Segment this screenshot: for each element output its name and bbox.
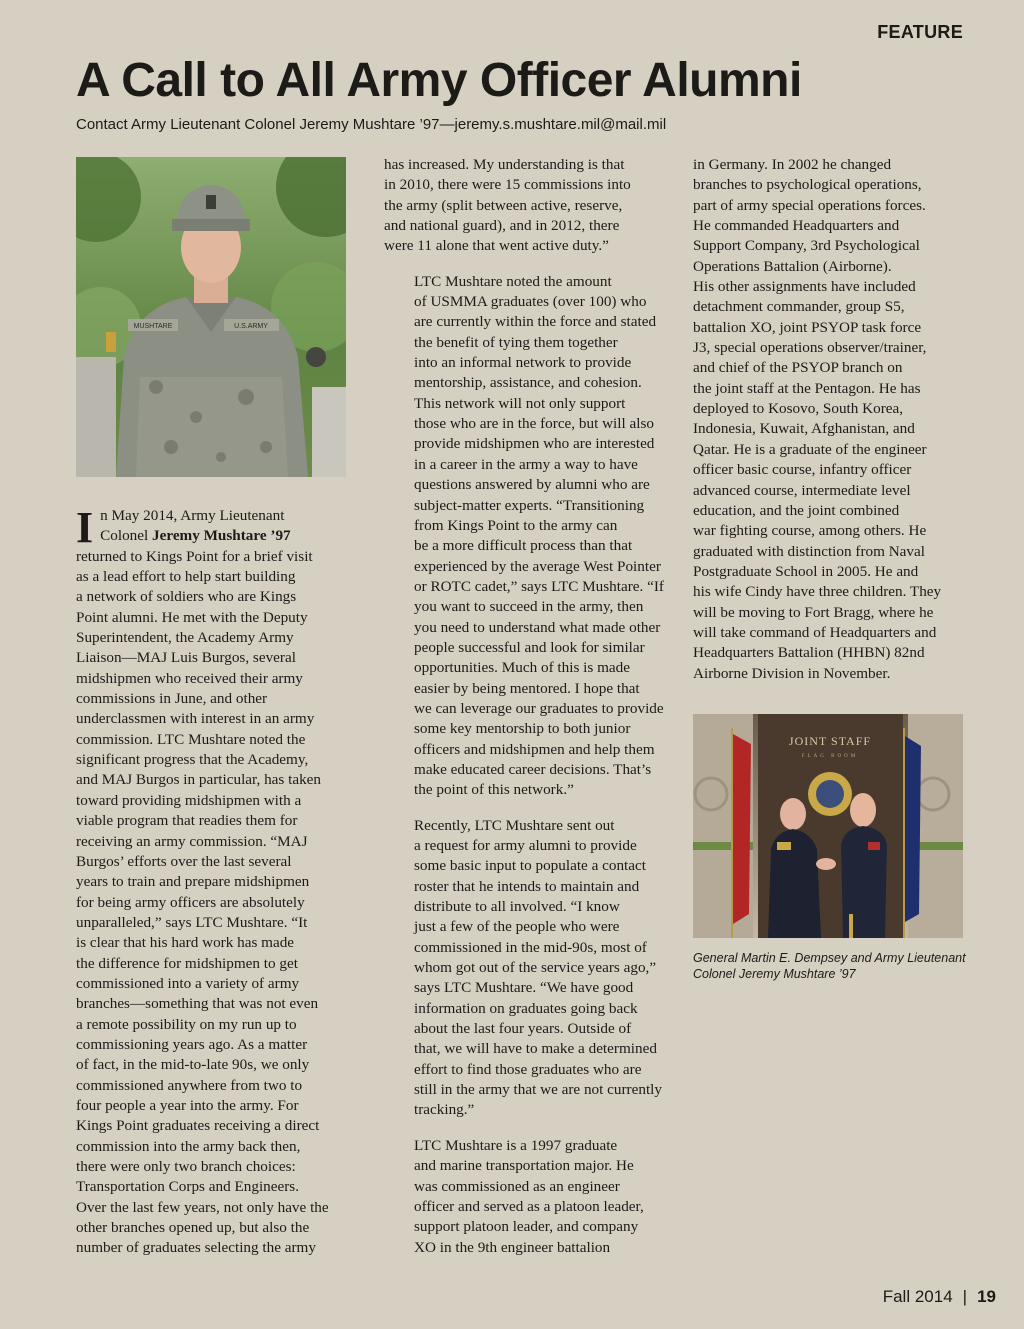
text-line: education, and the joint combined [693, 501, 900, 519]
text-line: the difference for midshipmen to get [76, 954, 298, 972]
text-line: still in the army that we are not currently [414, 1081, 662, 1099]
intro-line: Colonel Jeremy Mushtare ’97 [100, 527, 291, 545]
text-line: were 11 alone that went active duty.” [384, 237, 609, 255]
text-line: officer and served as a platoon leader, [414, 1197, 644, 1215]
text-line: other branches opened up, but also the [76, 1219, 310, 1237]
text-line: provide midshipmen who are interested [414, 435, 655, 453]
text-line: receiving an army commission. “MAJ [76, 832, 308, 850]
text-line: Over the last few years, not only have the [76, 1198, 329, 1216]
text-line: Transportation Corps and Engineers. [76, 1178, 300, 1196]
paragraph [384, 155, 669, 257]
text-line: in 2010, there were 15 commissions into [384, 176, 631, 194]
army-tape: U.S.ARMY [234, 323, 268, 330]
text-line: toward providing midshipmen with a [76, 791, 302, 809]
page-number: 19 [977, 1287, 996, 1306]
text-line: will take command of Headquarters and [693, 623, 937, 641]
text-line: Indonesia, Kuwait, Afghanistan, and [693, 420, 915, 438]
page-footer [883, 1287, 996, 1307]
text-line: and MAJ Burgos in particular, has taken [76, 771, 322, 789]
text-line: branches to psychological operations, [693, 176, 922, 194]
text-line: effort to find those graduates who are [414, 1060, 642, 1078]
text-line: whom got out of the service years ago,” [414, 959, 657, 977]
text-line: there were only two branch choices: [76, 1158, 296, 1175]
text-line: says LTC Mushtare. “We have good [414, 979, 634, 997]
section-label: FEATURE [877, 22, 963, 42]
text-line: the point of this network.” [414, 781, 574, 799]
author-name: Jeremy Mushtare ’97 [152, 527, 291, 545]
text-line: detachment commander, group S5, [693, 298, 905, 316]
text-line: of USMMA graduates (over 100) who [414, 293, 647, 311]
text-line: This network will not only support [414, 394, 626, 412]
text-line: commissioned anywhere from two to [76, 1076, 303, 1094]
ceremony-photo [693, 714, 963, 938]
text-line: four people a year into the army. For [76, 1096, 299, 1114]
text-line: we can leverage our graduates to provide [414, 699, 664, 717]
text-line: and marine transportation major. He [414, 1157, 634, 1175]
paragraph [384, 1136, 669, 1258]
text-line: into an informal network to provide [414, 354, 632, 372]
text-line: will be moving to Fort Bragg, where he [693, 603, 934, 621]
text-line: Liaison—MAJ Luis Burgos, several [76, 649, 296, 667]
subhead-contact: Contact Army Lieutenant Colonel Jeremy Mushtare ’97—jeremy.s.mushtare.mil@mail.mil [76, 116, 667, 133]
text-line: just a few of the people who were [414, 918, 620, 936]
text-line: Support Company, 3rd Psychological [693, 237, 920, 255]
text-line: returned to Kings Point for a brief visit [76, 547, 313, 565]
text-line: XO in the 9th engineer battalion [414, 1238, 611, 1256]
text-line: the army (split between active, reserve, [384, 196, 623, 214]
issue-label: Fall 2014 [882, 1287, 953, 1306]
text-line: experienced by the average West Pointer [414, 557, 661, 575]
text-line: officers and midshipmen and help them [414, 740, 655, 758]
text-line: midshipmen who received their army [76, 669, 303, 687]
paragraph [384, 272, 669, 801]
text-line: war fighting course, among others. He [693, 522, 927, 540]
text-line: people successful and look for similar [414, 638, 645, 656]
text-line: battalion XO, joint PSYOP task force [693, 318, 922, 336]
text-line: commissioned in the mid-90s, most of [414, 938, 647, 956]
text-line: is clear that his hard work has made [76, 934, 295, 952]
text-line: Point alumni. He met with the Deputy [76, 608, 308, 626]
text-line: and national guard), and in 2012, there [384, 217, 620, 235]
text-line: advanced course, intermediate level [693, 481, 911, 499]
footer-separator: | [962, 1287, 968, 1306]
text-line: from Kings Point to the army can [414, 516, 618, 534]
text-line: about the last four years. Outside of [414, 1020, 632, 1038]
text-line: opportunities. Much of this is made [414, 659, 630, 677]
intro-paragraph [76, 503, 351, 1259]
text-line: LTC Mushtare is a 1997 graduate [414, 1136, 618, 1154]
text-line: Superintendent, the Academy Army [76, 629, 294, 647]
text-line: subject-matter experts. “Transitioning [414, 496, 645, 514]
paragraph [693, 155, 978, 684]
text-line: you want to succeed in the army, then [414, 598, 644, 616]
text-line: viable program that readies them for [76, 812, 298, 830]
text-line: you need to understand what made other [414, 618, 661, 636]
text-line: significant progress that the Academy, [76, 751, 309, 769]
text-line: that, we will have to make a determined [414, 1040, 657, 1058]
text-line: Airborne Division in November. [693, 664, 891, 682]
text-line: He commanded Headquarters and [693, 217, 900, 235]
text-line: branches—something that was not even [76, 995, 319, 1013]
text-line: graduated with distinction from Naval [693, 542, 925, 560]
name-tape: MUSHTARE [133, 323, 173, 330]
text-line: deployed to Kosovo, South Korea, [693, 400, 904, 418]
text-line: for being army officers are absolutely [76, 893, 305, 911]
text-line: commissions in June, and other [76, 690, 268, 708]
text-line: commission. LTC Mushtare noted the [76, 730, 306, 748]
text-line: some basic input to populate a contact [414, 857, 646, 875]
text-line: was commissioned as an engineer [414, 1177, 620, 1195]
text-line: Qatar. He is a graduate of the engineer [693, 440, 927, 458]
text-line: and chief of the PSYOP branch on [693, 359, 903, 377]
text-line: of fact, in the mid-to-late 90s, we only [76, 1056, 310, 1074]
text-line: number of graduates selecting the army [76, 1239, 316, 1257]
text-line: as a lead effort to help start building [76, 568, 296, 586]
text-line: years to train and prepare midshipmen [76, 873, 310, 891]
paragraph [384, 816, 669, 1121]
text-line: officer basic course, infantry officer [693, 461, 912, 479]
joint-staff-sign: JOINT STAFF [788, 734, 872, 748]
article-column-3 [693, 155, 978, 684]
text-line: a remote possibility on my run up to [76, 1015, 297, 1033]
text-line: Postgraduate School in 2005. He and [693, 562, 919, 580]
article-column-2 [384, 155, 669, 1273]
text-line: His other assignments have included [693, 278, 916, 296]
text-line: has increased. My understanding is that [384, 156, 625, 173]
text-line: are currently within the force and stated [414, 313, 657, 331]
text-line: those who are in the force, but will also [414, 415, 654, 433]
text-line: mentorship, assistance, and cohesion. [414, 374, 642, 392]
text-line: in a career in the army a way to have [414, 455, 638, 473]
text-line: easier by being mentored. I hope that [414, 679, 640, 697]
flag-room-sign: FLAG ROOM [801, 754, 859, 759]
text-line: some key mentorship to both junior [414, 720, 631, 738]
text-line: support platoon leader, and company [414, 1218, 639, 1236]
text-line: distribute to all involved. “I know [414, 898, 620, 916]
text-line: a network of soldiers who are Kings [76, 588, 297, 606]
text-line: underclassmen with interest in an army [76, 710, 315, 728]
text-line: his wife Cindy have three children. They [693, 583, 942, 601]
headline: A Call to All Army Officer Alumni [76, 54, 802, 107]
text-line: part of army special operations forces. [693, 196, 926, 214]
text-line: questions answered by alumni who are [414, 476, 650, 494]
intro-body [76, 547, 351, 1259]
text-line: unparalleled,” says LTC Mushtare. “It [76, 913, 308, 931]
intro-line: n May 2014, Army Lieutenant [100, 507, 285, 524]
text-line: roster that he intends to maintain and [414, 877, 640, 895]
text-line: the joint staff at the Pentagon. He has [693, 379, 921, 397]
text-line: the benefit of tying them together [414, 333, 618, 351]
text-line: Operations Battalion (Airborne). [693, 257, 892, 275]
text-line: make educated career decisions. That’s [414, 760, 652, 778]
text-line: commission into the army back then, [76, 1137, 301, 1155]
photo-caption: General Martin E. Dempsey and Army Lieutenant Colonel Jeremy Mushtare ’97 [693, 951, 966, 981]
text-line: information on graduates going back [414, 999, 638, 1017]
text-line: tracking.” [414, 1101, 475, 1119]
text-line: commissioned into a variety of army [76, 974, 300, 992]
text-line: commissioning years ago. As a matter [76, 1035, 308, 1053]
text-line: Burgos’ efforts over the last several [76, 852, 292, 870]
soldier-portrait-photo [76, 157, 346, 477]
article-column-1 [76, 503, 351, 1259]
text-line: LTC Mushtare noted the amount [414, 272, 612, 290]
text-line: Recently, LTC Mushtare sent out [414, 816, 615, 834]
text-line: be a more difficult process than that [414, 537, 633, 555]
text-line: J3, special operations observer/trainer, [693, 339, 927, 357]
text-line: a request for army alumni to provide [414, 837, 637, 854]
text-line: in Germany. In 2002 he changed [693, 156, 892, 173]
drop-cap: I [76, 503, 94, 552]
text-line: Headquarters Battalion (HHBN) 82nd [693, 644, 925, 662]
text-line: or ROTC cadet,” says LTC Mushtare. “If [414, 577, 664, 595]
text-line: Kings Point graduates receiving a direct [76, 1117, 320, 1135]
